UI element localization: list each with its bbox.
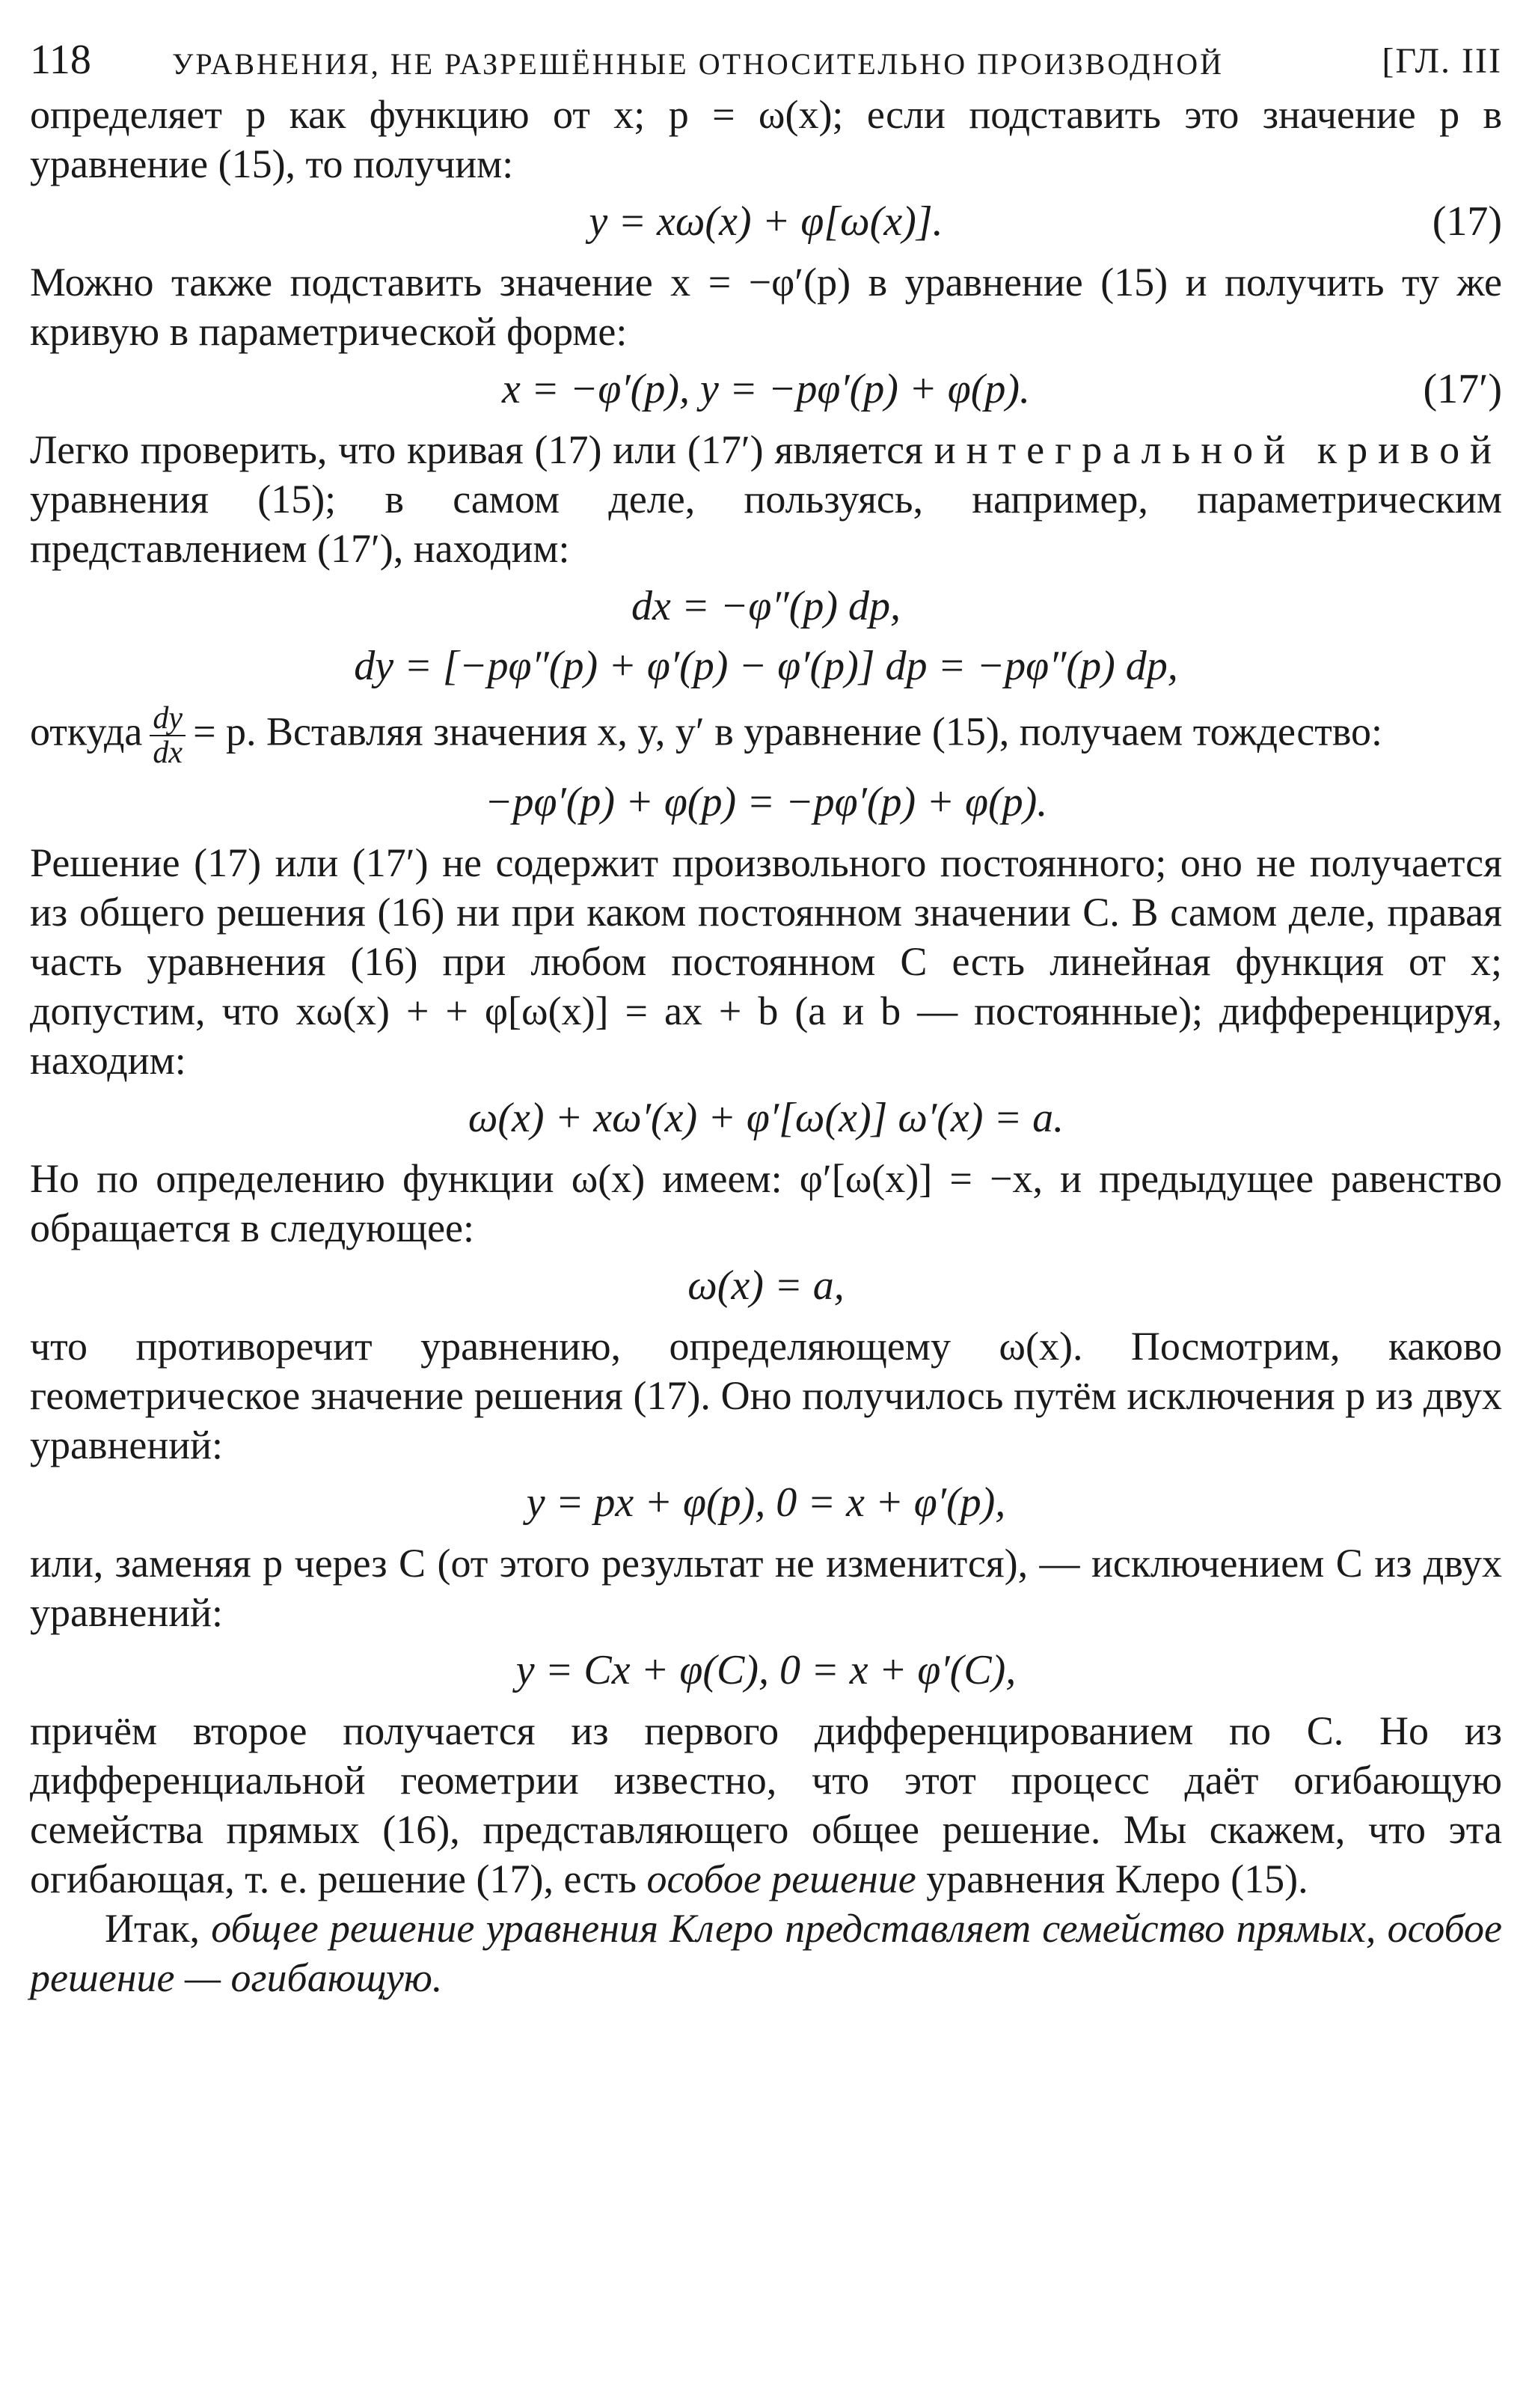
paragraph-10 — [30, 1904, 1502, 2002]
paragraph-7: что противоречит уравнению, определяющему ω(x). Посмотрим, каково геометрическое значение решения (17). Оно получилось путём исключения p из двух уравнений: — [30, 1324, 1502, 1467]
equation-dx-formula: dx = −φ″(p) dp, — [631, 583, 901, 629]
paragraph-9-text-a: причём второе получается из первого дифференцированием по C. Но из дифференциальной геометрии известно, что этот процесс даёт огибающую семейства прямых (16), представляющего общее решение. Мы скажем, что эта огибающая, т. е. решение (17), есть — [30, 1708, 1502, 1901]
derivative-fraction — [150, 702, 186, 769]
equation-px-formula: y = px + φ(p), 0 = x + φ′(p), — [526, 1479, 1006, 1526]
paragraph-3-text-a: Легко проверить, что кривая (17) или (17′) является — [30, 427, 934, 472]
paragraph-9-text-b: уравнения Клеро (15). — [916, 1857, 1308, 1901]
paragraph-9 — [30, 1706, 1502, 1904]
paragraph-8: или, заменяя p через C (от этого результат не изменится), — исключением C из двух уравнений: — [30, 1541, 1502, 1635]
paragraph-4-pre: откуда — [30, 709, 143, 754]
equation-derivative-formula: ω(x) + xω′(x) + φ′[ω(x)] ω′(x) = a. — [468, 1095, 1064, 1141]
paragraph-3-text-b: уравнения (15); в самом деле, пользуясь, например, параметрическим представлением (17′), находим: — [30, 477, 1502, 571]
equation-17-prime-number: (17′) — [1423, 366, 1502, 412]
paragraph-4 — [30, 702, 1502, 769]
chapter-label: [ГЛ. III — [1382, 41, 1502, 81]
equation-cx — [30, 1646, 1502, 1694]
equation-omega — [30, 1262, 1502, 1310]
equation-px — [30, 1479, 1502, 1527]
paragraph-10-text-a: Итак, — [105, 1906, 212, 1951]
conclusion-italic: общее решение уравнения Клеро представляет семейство прямых, особое решение — огибающую. — [30, 1906, 1502, 2000]
paragraph-6: Но по определению функции ω(x) имеем: φ′[ω(x)] = −x, и предыдущее равенство обращается в следующее: — [30, 1156, 1502, 1250]
equation-17-number: (17) — [1432, 198, 1502, 245]
paragraph-5: Решение (17) или (17′) не содержит произвольного постоянного; оно не получается из общего решения (16) ни при каком постоянном значении C. В самом деле, правая часть уравнения (16) при любом постоянном C есть линейная функция от x; допустим, что xω(x) + + φ[ω(x)] = ax + b (a и b — постоянные); дифференцируя, находим: — [30, 840, 1502, 1083]
equation-dy-formula: dy = [−pφ″(p) + φ′(p) − φ′(p)] dp = −pφ″(p) dp, — [354, 643, 1178, 689]
paragraph-1: определяет p как функцию от x; p = ω(x); если подставить это значение p в уравнение (15), то получим: — [30, 92, 1502, 186]
equation-dx — [30, 582, 1502, 630]
italic-term: особое решение — [646, 1857, 916, 1901]
page-number: 118 — [30, 37, 91, 83]
book-page — [30, 30, 1502, 2002]
equation-omega-formula: ω(x) = a, — [687, 1262, 845, 1309]
equation-17-prime — [30, 365, 1502, 413]
page-header — [30, 30, 1502, 90]
equation-17 — [30, 198, 1502, 245]
paragraph-2: Можно также подставить значение x = −φ′(p) в уравнение (15) и получить ту же кривую в параметрической форме: — [30, 260, 1502, 354]
paragraph-3 — [30, 425, 1502, 573]
equation-derivative — [30, 1094, 1502, 1142]
equation-17-formula: y = xω(x) + φ[ω(x)]. — [589, 198, 943, 245]
fraction-denominator: dx — [153, 736, 183, 770]
spaced-term: интегральной кривой — [934, 427, 1502, 472]
equation-17-prime-formula: x = −φ′(p), y = −pφ′(p) + φ(p). — [502, 366, 1030, 412]
equation-identity — [30, 778, 1502, 826]
fraction-numerator: dy — [150, 702, 186, 736]
equation-identity-formula: −pφ′(p) + φ(p) = −pφ′(p) + φ(p). — [484, 779, 1048, 825]
equation-cx-formula: y = Cx + φ(C), 0 = x + φ′(C), — [515, 1647, 1017, 1693]
paragraph-4-post: = p. Вставляя значения x, y, y′ в уравнение (15), получаем тождество: — [193, 709, 1383, 754]
equation-dy — [30, 642, 1502, 690]
running-title: УРАВНЕНИЯ, НЕ РАЗРЕШЁННЫЕ ОТНОСИТЕЛЬНО ПРОИЗВОДНОЙ — [172, 47, 1225, 81]
